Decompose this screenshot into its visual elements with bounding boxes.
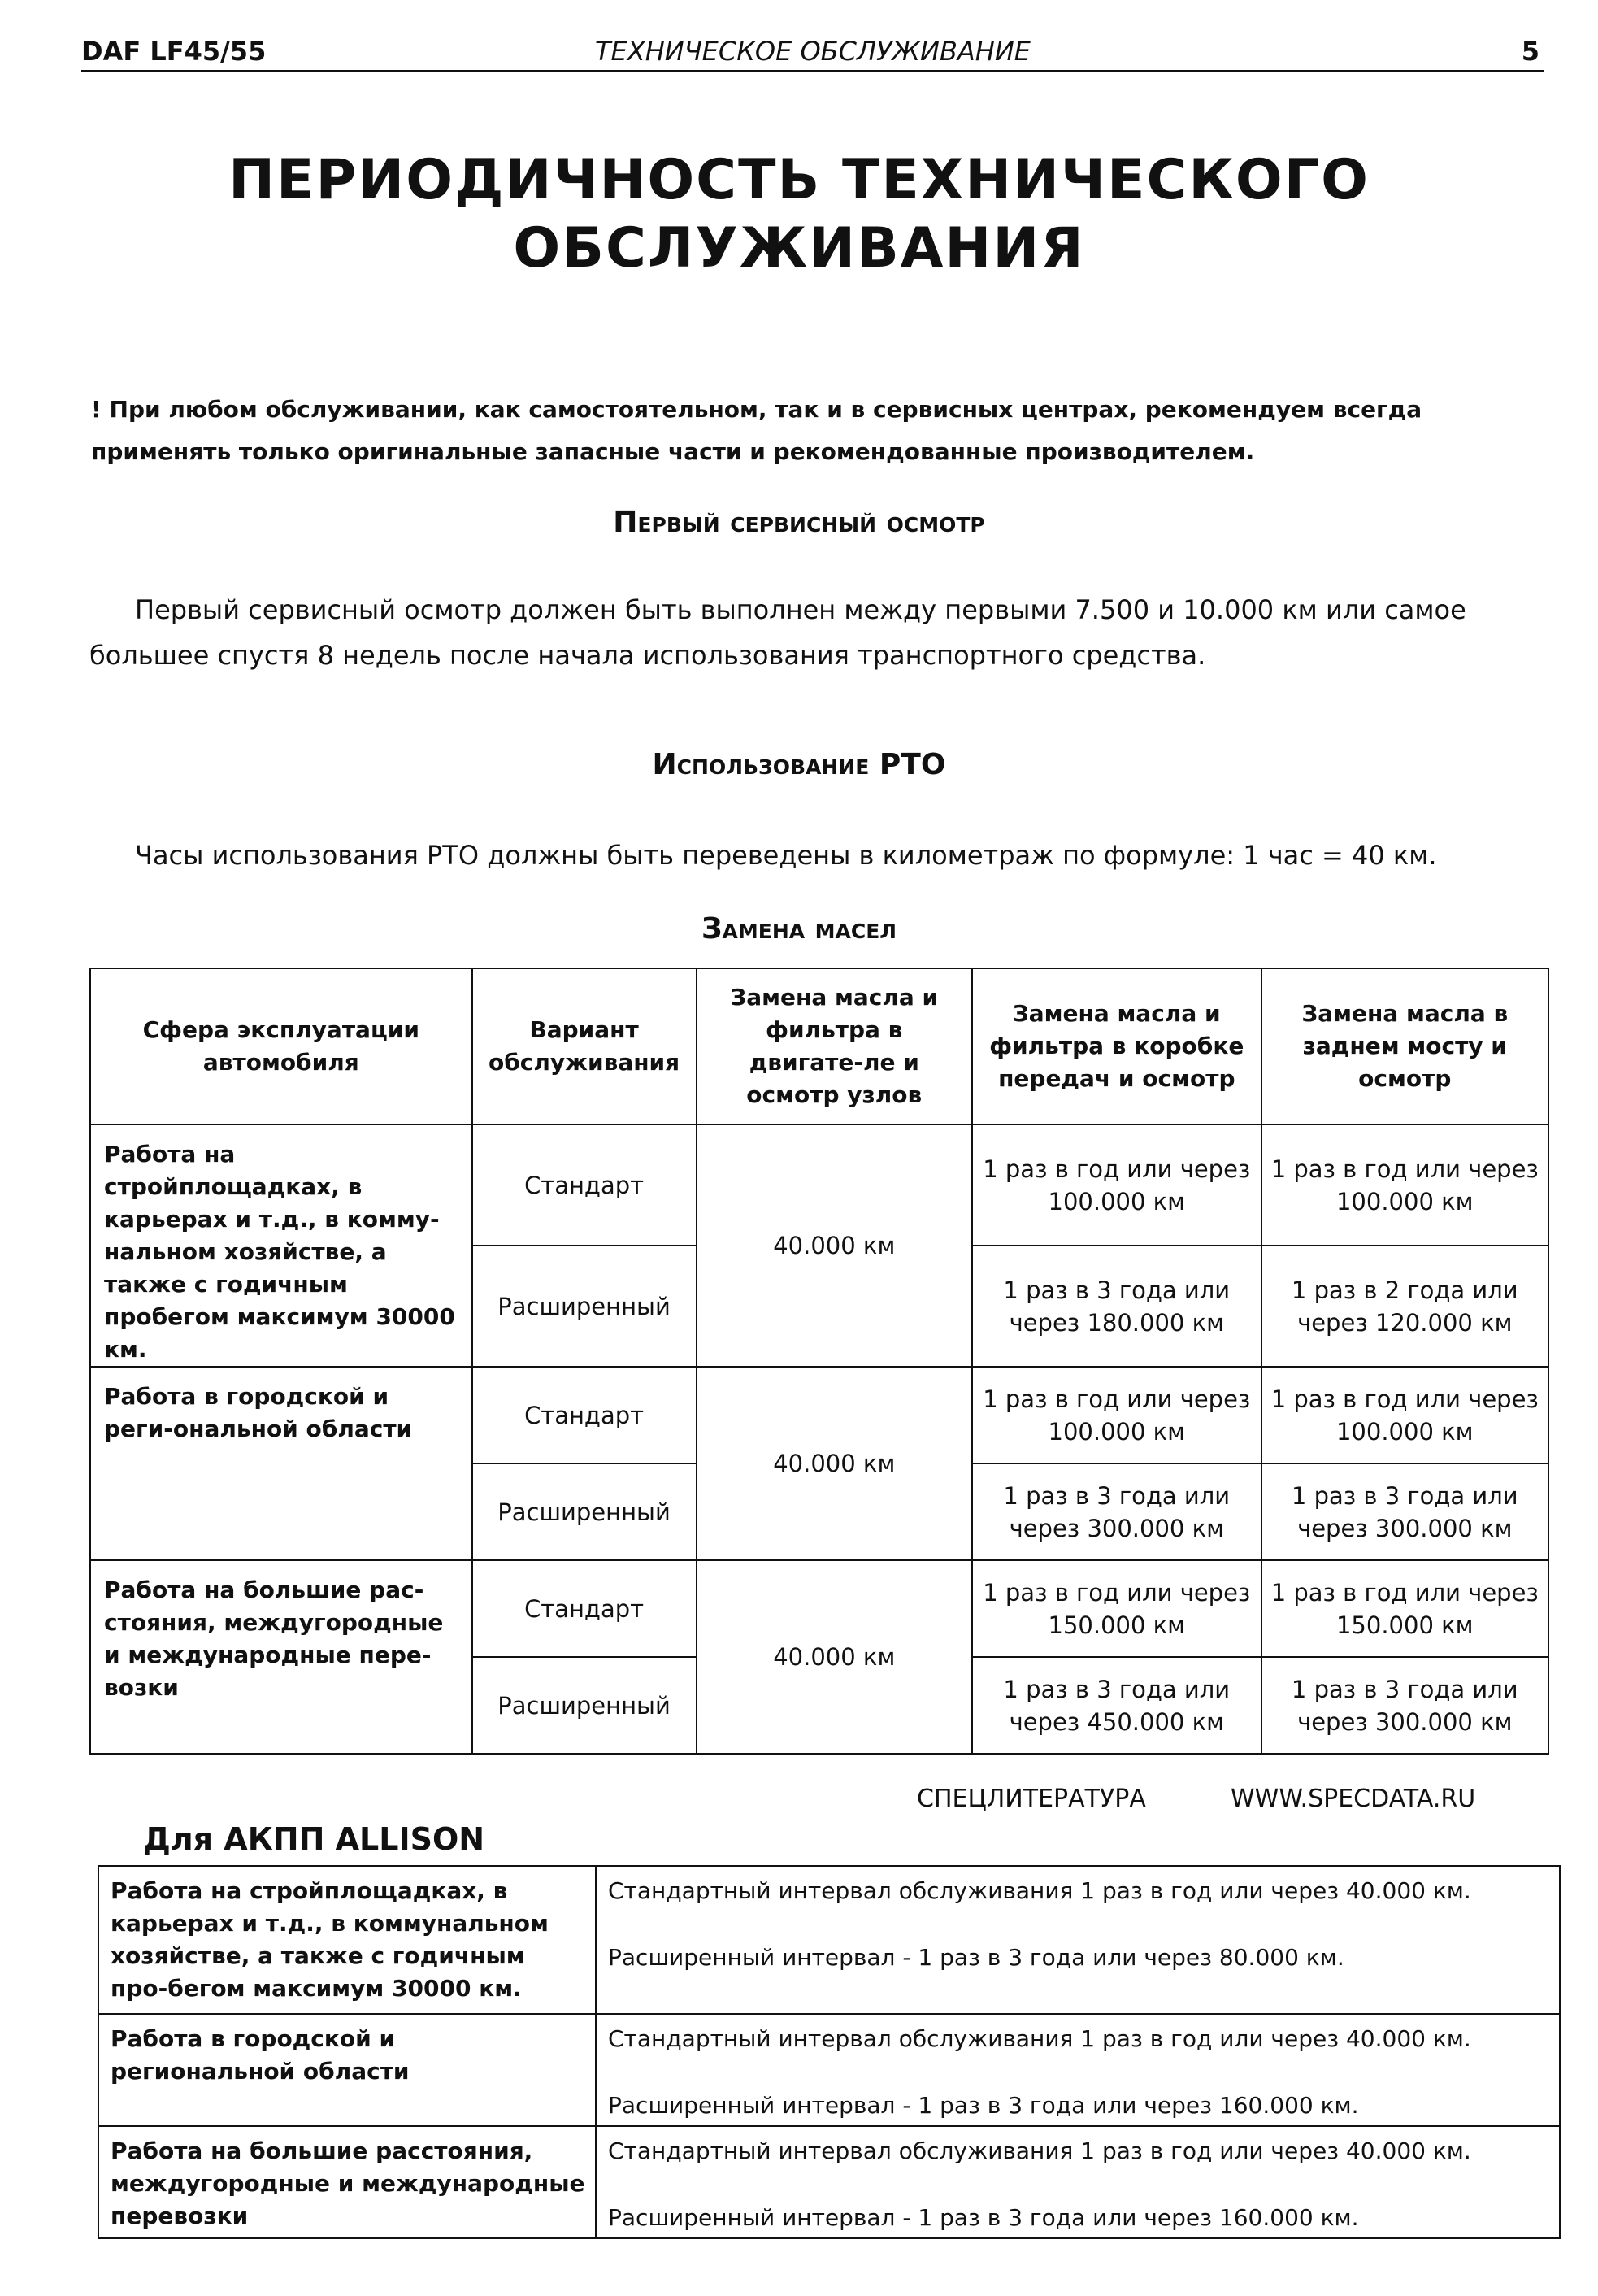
- pto-heading: Использование PTO: [652, 748, 946, 781]
- table-row: [90, 1124, 1548, 1246]
- oil-change-table: [89, 968, 1549, 1755]
- table-row: [98, 2014, 1560, 2126]
- extended-interval: Расширенный интервал - 1 раз в 3 года или через 80.000 км.: [608, 1944, 1344, 1971]
- header-model: DAF LF45/55: [81, 36, 267, 67]
- extended-interval: Расширенный интервал - 1 раз в 3 года или через 160.000 км.: [608, 2092, 1359, 2119]
- column-header-axle: Замена масла в заднем мосту и осмотр: [1261, 968, 1548, 1124]
- pto-text: Часы использования PTO должны быть переведены в километраж по формуле: 1 час = 40 км.: [135, 840, 1437, 871]
- column-header-sphere: Сфера эксплуатации автомобиля: [90, 968, 472, 1124]
- variant-cell: Расширенный: [472, 1657, 697, 1754]
- allison-sphere-cell: Работа на стройплощадках, в карьерах и т.д., в коммунальном хозяйстве, а также с годичным про-бегом максимум 30000 км.: [98, 1866, 596, 2014]
- column-header-gearbox: Замена масла и фильтра в коробке передач и осмотр: [972, 968, 1261, 1124]
- variant-cell: Стандарт: [472, 1560, 697, 1657]
- allison-sphere-cell: Работа на большие расстояния, междугородные и международные перевозки: [98, 2126, 596, 2238]
- allison-heading: Для АКПП ALLISON: [143, 1821, 485, 1857]
- publisher-website: WWW.SPECDATA.RU: [1231, 1785, 1476, 1813]
- gearbox-interval-cell: 1 раз в 3 года или через 300.000 км: [972, 1463, 1261, 1560]
- standard-interval: Стандартный интервал обслуживания 1 раз в год или через 40.000 км.: [608, 1877, 1471, 1904]
- parts-notice: ! При любом обслуживании, как самостоятельном, так и в сервисных центрах, рекомендуем всегда применять только оригинальные запасные части и рекомендованные производителем.: [91, 396, 1422, 465]
- column-header-variant: Вариант обслуживания: [472, 968, 697, 1124]
- allison-table: [98, 1865, 1561, 2239]
- sphere-cell: Работа в городской и реги-ональной области: [90, 1367, 472, 1560]
- allison-interval-cell: [596, 2126, 1560, 2238]
- gearbox-interval-cell: 1 раз в год или через 100.000 км: [972, 1124, 1261, 1246]
- sphere-cell: Работа на стройплощадках, в карьерах и т.д., в комму-нальном хозяйстве, а также с годичным пробегом максимум 30000 км.: [90, 1124, 472, 1367]
- table-header-row: [90, 968, 1548, 1124]
- axle-interval-cell: 1 раз в 2 года или через 120.000 км: [1261, 1246, 1548, 1367]
- table-row: [90, 1560, 1548, 1657]
- running-header: [81, 33, 1544, 72]
- page-title-line1: ПЕРИОДИЧНОСТЬ ТЕХНИЧЕСКОГО: [228, 148, 1370, 212]
- allison-interval-cell: [596, 1866, 1560, 2014]
- standard-interval: Стандартный интервал обслуживания 1 раз в год или через 40.000 км.: [608, 2137, 1471, 2164]
- axle-interval-cell: 1 раз в год или через 100.000 км: [1261, 1367, 1548, 1463]
- first-service-heading: Первый сервисный осмотр: [613, 506, 985, 539]
- table-row: [98, 1866, 1560, 2014]
- table-row: [90, 1367, 1548, 1463]
- engine-interval-cell: 40.000 км: [697, 1124, 973, 1367]
- allison-sphere-cell: Работа в городской и региональной области: [98, 2014, 596, 2126]
- sphere-cell: Работа на большие рас-стояния, междугородные и международные пере-возки: [90, 1560, 472, 1754]
- column-header-engine: Замена масла и фильтра в двигате-ле и осмотр узлов: [697, 968, 973, 1124]
- axle-interval-cell: 1 раз в 3 года или через 300.000 км: [1261, 1657, 1548, 1754]
- gearbox-interval-cell: 1 раз в год или через 100.000 км: [972, 1367, 1261, 1463]
- engine-interval-cell: 40.000 км: [697, 1367, 973, 1560]
- gearbox-interval-cell: 1 раз в 3 года или через 180.000 км: [972, 1246, 1261, 1367]
- variant-cell: Стандарт: [472, 1124, 697, 1246]
- variant-cell: Расширенный: [472, 1463, 697, 1560]
- oil-change-heading: Замена масел: [701, 912, 897, 946]
- page-title-line2: ОБСЛУЖИВАНИЯ: [513, 216, 1085, 280]
- gearbox-interval-cell: 1 раз в 3 года или через 450.000 км: [972, 1657, 1261, 1754]
- standard-interval: Стандартный интервал обслуживания 1 раз в год или через 40.000 км.: [608, 2025, 1471, 2052]
- variant-cell: Расширенный: [472, 1246, 697, 1367]
- table-row: [98, 2126, 1560, 2238]
- axle-interval-cell: 1 раз в год или через 150.000 км: [1261, 1560, 1548, 1657]
- engine-interval-cell: 40.000 км: [697, 1560, 973, 1754]
- variant-cell: Стандарт: [472, 1367, 697, 1463]
- allison-interval-cell: [596, 2014, 1560, 2126]
- page-title: [0, 146, 1598, 283]
- first-service-text: Первый сервисный осмотр должен быть выполнен между первыми 7.500 и 10.000 км или самое большее спустя 8 недель после начала использования транспортного средства.: [89, 594, 1466, 671]
- publisher-name: СПЕЦЛИТЕРАТУРА: [917, 1785, 1146, 1813]
- extended-interval: Расширенный интервал - 1 раз в 3 года или через 160.000 км.: [608, 2204, 1359, 2231]
- gearbox-interval-cell: 1 раз в год или через 150.000 км: [972, 1560, 1261, 1657]
- page-number: 5: [1521, 36, 1539, 67]
- axle-interval-cell: 1 раз в 3 года или через 300.000 км: [1261, 1463, 1548, 1560]
- header-section: ТЕХНИЧЕСКОЕ ОБСЛУЖИВАНИЕ: [595, 36, 1031, 67]
- axle-interval-cell: 1 раз в год или через 100.000 км: [1261, 1124, 1548, 1246]
